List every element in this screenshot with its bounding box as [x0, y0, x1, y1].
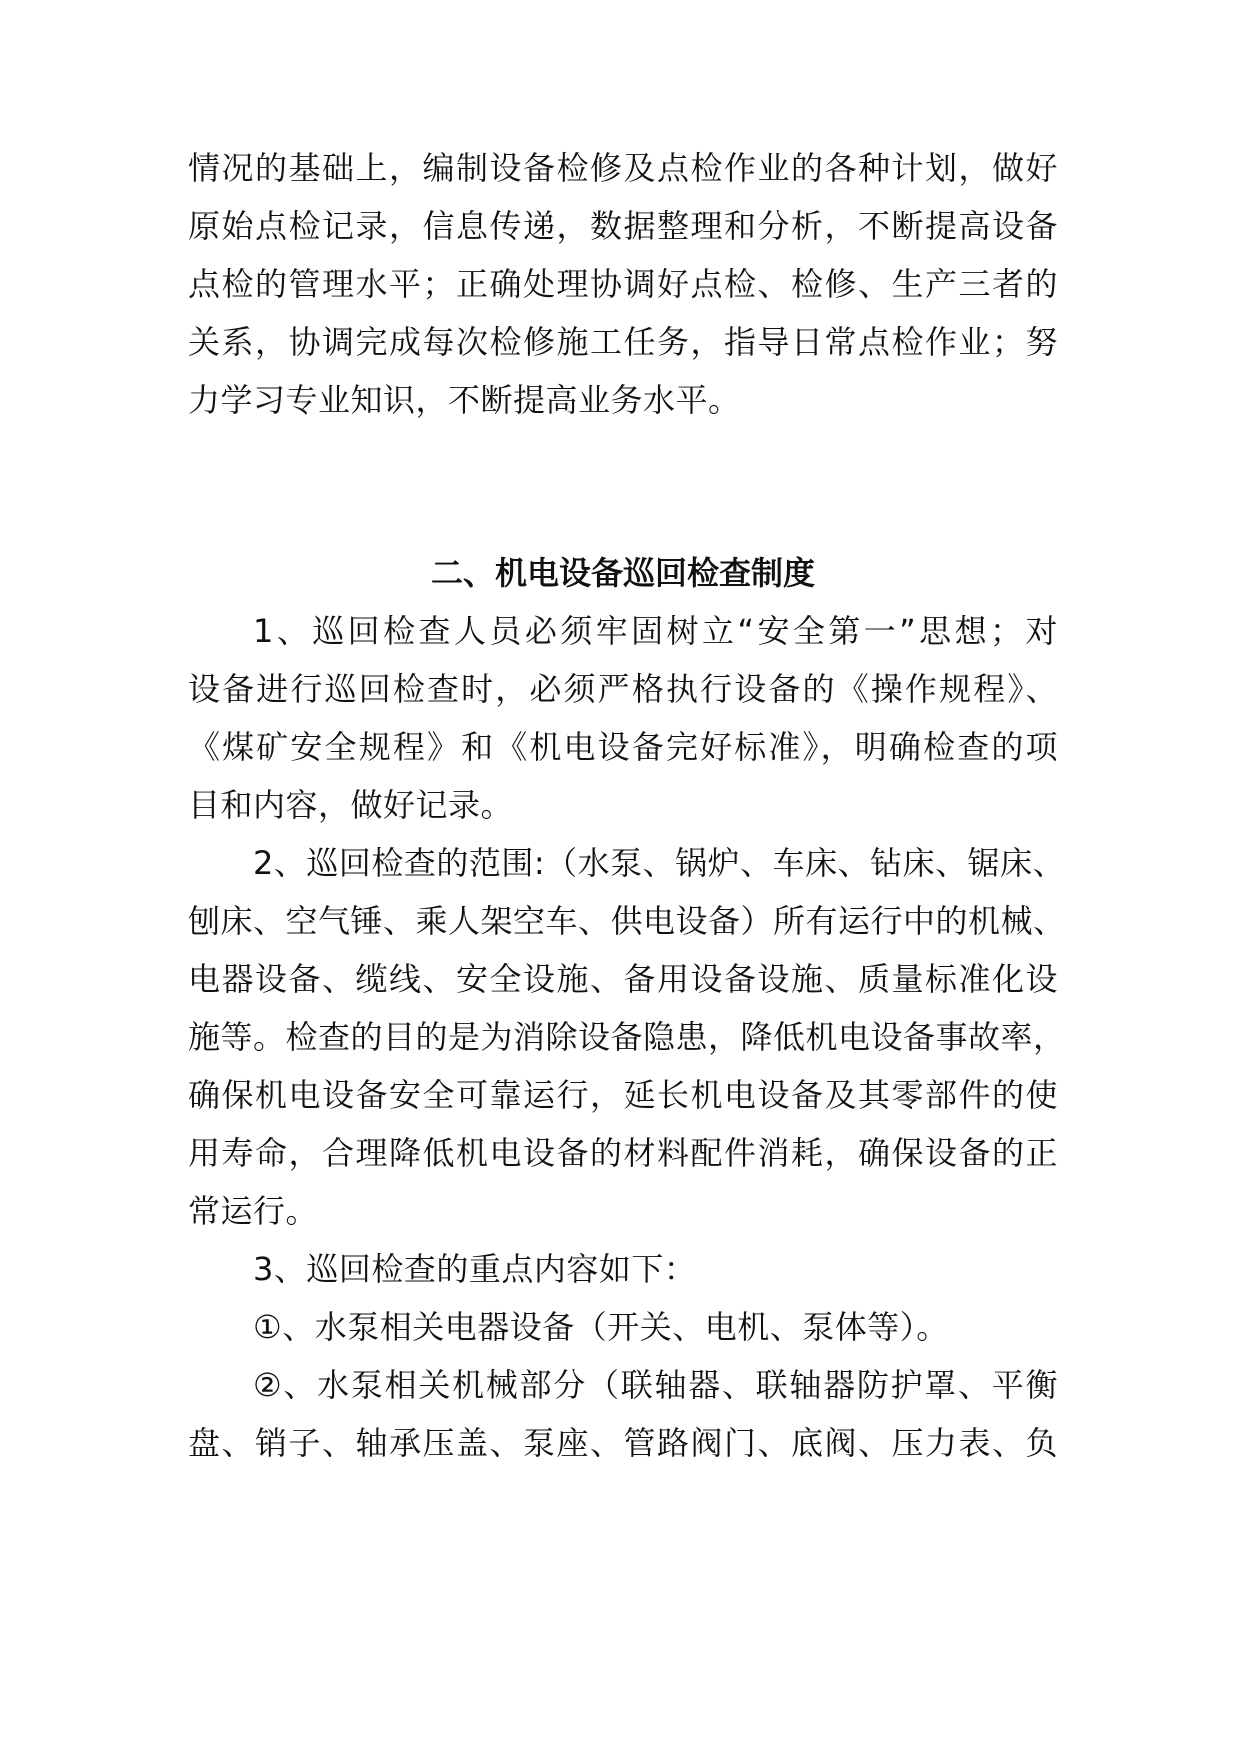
- item-2-line: 用寿命，合理降低机电设备的材料配件消耗，确保设备的正: [188, 1134, 1058, 1172]
- sub-item-2-line: 盘、销子、轴承压盖、泵座、管路阀门、底阀、压力表、负: [188, 1424, 1058, 1462]
- item-1-line: 目和内容，做好记录。: [188, 786, 514, 824]
- paragraph-line: 关系，协调完成每次检修施工任务，指导日常点检作业；努: [188, 323, 1058, 361]
- item-2-line: 施等。检查的目的是为消除设备隐患，降低机电设备事故率，: [188, 1018, 1066, 1056]
- paragraph-line: 点检的管理水平；正确处理协调好点检、检修、生产三者的: [188, 265, 1058, 303]
- item-2-line: 刨床、空气锤、乘人架空车、供电设备）所有运行中的机械、: [188, 902, 1066, 940]
- item-2-line: 电器设备、缆线、安全设施、备用设备设施、质量标准化设: [188, 960, 1058, 998]
- item-2-line: 常运行。: [188, 1192, 319, 1230]
- paragraph-line: 力学习专业知识，不断提高业务水平。: [188, 381, 741, 419]
- item-2-line: 2、巡回检查的范围:（水泵、锅炉、车床、钻床、锯床、: [253, 844, 1066, 882]
- item-1-line: 《煤矿安全规程》和《机电设备完好标准》，明确检查的项: [188, 728, 1058, 766]
- item-1-line: 1、巡回检查人员必须牢固树立“安全第一”思想；对: [253, 612, 1058, 650]
- paragraph-line: 原始点检记录，信息传递，数据整理和分析，不断提高设备: [188, 207, 1058, 245]
- paragraph-line: 情况的基础上，编制设备检修及点检作业的各种计划，做好: [188, 149, 1058, 187]
- item-1-line: 设备进行巡回检查时，必须严格执行设备的《操作规程》、: [188, 670, 1058, 708]
- item-3-line: 3、巡回检查的重点内容如下：: [253, 1250, 697, 1288]
- item-2-line: 确保机电设备安全可靠运行，延长机电设备及其零部件的使: [188, 1076, 1058, 1114]
- sub-item-1-line: ①、水泵相关电器设备（开关、电机、泵体等）。: [253, 1308, 949, 1346]
- sub-item-2-line: ②、水泵相关机械部分（联轴器、联轴器防护罩、平衡: [253, 1366, 1058, 1404]
- section-heading: 二、机电设备巡回检查制度: [430, 554, 815, 592]
